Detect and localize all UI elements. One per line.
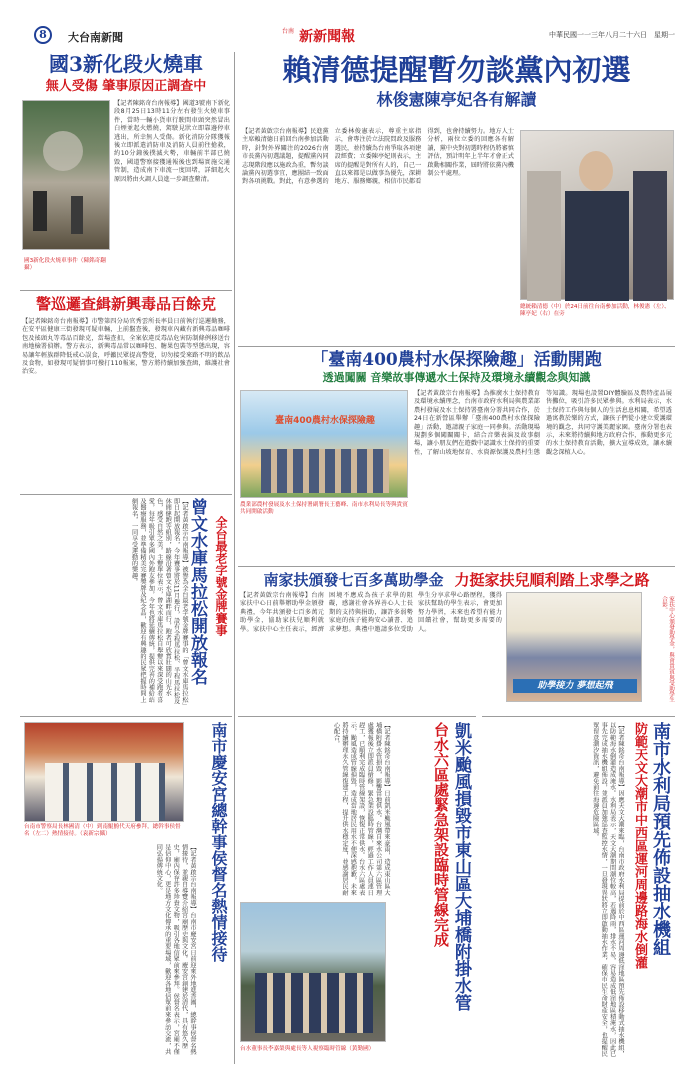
marathon-top-rule bbox=[20, 494, 232, 495]
section-name: 大台南新聞 bbox=[68, 31, 123, 44]
scholarship-headline-row bbox=[238, 569, 675, 590]
story-scholarship bbox=[238, 566, 675, 712]
logo-small: 台南 bbox=[282, 28, 295, 35]
story-lai-subhead: 林俊憲陳亭妃各有解讀 bbox=[376, 90, 537, 109]
story-lai bbox=[238, 52, 675, 342]
story-fire bbox=[20, 52, 232, 286]
water-banner: 臺南400農村水保探險趣 bbox=[275, 416, 375, 426]
story-kaemi-subhead: 台水六區處緊急架設臨時管線完成 bbox=[432, 722, 450, 947]
story-lai-headline: 賴清德提醒暫勿談黨內初選 bbox=[282, 53, 631, 87]
water-top-rule bbox=[238, 346, 675, 347]
masthead bbox=[0, 0, 695, 44]
story-temple-body: 【記者黃啟宗台南報導】台南市慶安宮日前迎來外地進香團，總幹事侯督名熱情接待，並親自導覽介紹宮廟歷史與文化。慶安宮創建於清代，具有悠久歷史，廟內保存許多珍貴文物，吸引各地信眾前來參拜。侯督名表示，宮廟不僅是信仰中心，更是地方文化傳承的重要場域，歡迎各地信眾前來參訪交流，共同弘揚傳統文化。 bbox=[155, 844, 196, 1055]
story-water-headline: 「臺南400農村水保探險趣」活動開跑 bbox=[311, 350, 602, 370]
temple-top-rule bbox=[20, 716, 232, 717]
story-drugs-body: 【記者陳銘奇台南報導】市警第四分局官秀雲所長率員日前執行巡邏勤務，在安平區健康三街發現可疑車輛，上前盤查後，發現車內藏有新興毒品咖啡包及搖頭丸等毒品百餘克，當場查扣，全案依違反毒品危害防制條例移送台南地檢署偵辦。警方表示，新興毒品常以咖啡包、糖果包裝等型態出現，容易讓年輕族群降低戒心誤食，呼籲民眾提高警覺，切勿接受來路不明的飲品及食物，如發現可疑情事可撥打110報案，警方將持續加強查緝，維護社會治安。 bbox=[22, 318, 230, 376]
story-temple bbox=[20, 716, 232, 1064]
story-pump bbox=[482, 716, 675, 1064]
story-kaemi-caption: 台水董事長李嘉榮與處長等人視察臨時管線（黃勤國） bbox=[240, 1046, 388, 1053]
scholarship-top-rule bbox=[238, 566, 675, 567]
logo-text: 新新聞報 bbox=[299, 29, 356, 44]
story-scholarship-headline: 南家扶頒發七百多萬助學金 bbox=[263, 571, 444, 589]
story-lai-photo-label: 總統賴清德（中）於24日前往台南參加活動，林俊憲（左）、陳亭妃（右）在旁 bbox=[520, 304, 674, 318]
newspaper-logo bbox=[282, 26, 355, 44]
story-drugs bbox=[20, 290, 232, 490]
story-water bbox=[238, 346, 675, 564]
story-temple-caption: 台南市警察局長林國清（中）到南鯤鯓代天府參拜，總幹事侯督名（左二）熱情接待。（袁新宗攝） bbox=[24, 824, 184, 838]
story-pump-body: 【記者陳銘奇台南報導】因應天文大潮來臨，台南市政府水利局提前於中西區運河周邊低窪地區預先佈設移動式抽水機組，以防範海水倒灌造成淹水。水利局表示，天文大潮期間潮位較高，若遇降雨，排水不易，容易造成低窪地區積淹水，因此已事先完成抽水機組佈設，並派員加強巡查監控水情，一旦發現異狀將立即啟動抽水作業，確保市民生命財產安全，也提醒民眾留意潮汐資訊，避免前往海邊危險區域。 bbox=[591, 722, 624, 1057]
story-scholarship-caption: 家扶中心頒發助學金，與會貴賓與受助學生合影。 bbox=[646, 596, 674, 706]
scholarship-photo bbox=[506, 592, 642, 702]
story-marathon-headline: 曾文水庫馬拉松開放報名 bbox=[187, 498, 207, 685]
story-fire-subhead: 無人受傷 肇事原因正調查中 bbox=[45, 79, 207, 94]
story-drugs-headline: 警巡邏查緝新興毒品百餘克 bbox=[35, 295, 216, 313]
story-kaemi-headline: 凱米颱風損毀市東山區大埔橋附掛水管 bbox=[451, 722, 471, 1011]
story-lai-body: 【記者黃啟宗台南報導】民進黨主席賴清德日前回台南參加活動時，針對外界關注的2026台南市長黨內初選議題，提醒黨內同志現階段應以施政為重，暫勿談論黨內初選事宜，應團結一致面對各項挑戰。對此，有意參選的立委林俊憲表示，尊重主席指示，會專注於立法院問政及服務選民，並持續為台南爭取各項建設經費；立委陳亭妃則表示，主席的提醒是對所有人的，自己一直以來都是以做事為優先，深耕地方、服務鄉親，相信市民都看得到，也會持續努力。地方人士分析，兩位立委的回應各有解讀，黨中央對初選時程仍將審慎評估，預計明年上半年才會正式啟動相關作業，屆時將依黨內機制公平處理。 bbox=[242, 128, 514, 186]
lai-photo bbox=[520, 130, 674, 300]
story-kaemi bbox=[238, 716, 476, 1064]
water-photo bbox=[240, 390, 408, 498]
kaemi-photo bbox=[240, 902, 386, 1042]
story-fire-caption: 國3新化段火燒車事件（陳銘奇翻攝） bbox=[24, 258, 110, 272]
story-scholarship-body: 【記者黃啟宗台南報導】台南家扶中心日前舉辦助學金頒發典禮，今年共頒發七百多萬元助學金，協助家扶兒順利就學。家扶中心主任表示，經濟困境不應成為孩子求學的阻礙，感謝社會各界善心人士長期的支持與捐助，讓許多弱勢家庭的孩子能夠安心讀書、追求夢想。典禮中邀請多位受助學生分享求學心路歷程，獲得家扶幫助的學生表示，會更加努力學習，未來也希望有能力回饋社會，幫助更多需要的人。 bbox=[240, 592, 502, 633]
column-divider bbox=[234, 52, 235, 1064]
story-water-caption: 農業部農村發展及水土保持署副署長王藝峰、南市水利局長等與貴賓共同開啟活動 bbox=[240, 502, 408, 515]
story-marathon bbox=[20, 494, 232, 712]
scholarship-banner: 助學接力 夢想起飛 bbox=[513, 679, 637, 693]
pump-top-rule bbox=[482, 716, 675, 717]
publication-date: 中華民國一一三年八月二十六日 星期一 bbox=[549, 31, 675, 39]
story-pump-subhead: 防範天文大潮市中西區運河周邊路海水倒灌 bbox=[632, 722, 647, 969]
story-marathon-body: 【記者黃啟宗台南報導】被譽為全台最老字號金牌賽事的「曾文水庫馬拉松」即日起開放報名，今年賽事將於11月舉行，設有全程馬拉松、半程馬拉松及休閒健跑等組別，路線沿著曾文水庫湖畔而行，跑者可欣賞壯闊的山光水色，感受自然之美。主辦單位表示，曾文水庫馬拉松自舉辦以來深受跑者喜愛，每年吸引眾多國內外跑友參加，今年也將延續傳統，提供完善的補給站及醫療服務，並準備精美完賽獎牌及紀念品，歡迎有興趣的民眾把握時間上網報名，一同享受運動的樂趣。 bbox=[130, 498, 188, 706]
drug-top-rule bbox=[20, 290, 232, 291]
page-number: 8 bbox=[34, 26, 52, 44]
story-marathon-subhead: 全台最老字號金牌賽事 bbox=[214, 516, 228, 636]
temple-photo bbox=[24, 722, 184, 822]
story-kaemi-body: 【記者陳銘奇台南報導】日前凱米颱風帶來豪雨，造成東山區大埔橋附掛水管損毀，影響當地供水。台灣自來水公司第六區管理處獲報後立即派員搶修，緊急架設臨時管線，經過工作人員連日趕工，已順利完成臨時管線架設，恢復正常供水。台水六區處表示，颱風造成管線損毀，造成當地居民用水不便深感抱歉，未來將持續辦理永久管線復建工程，提升供水穩定度，並感謝居民耐心配合。 bbox=[332, 722, 390, 896]
story-temple-headline: 南市慶安宮總幹事侯督名熱情接待 bbox=[209, 722, 228, 962]
story-fire-headline: 國3新化段火燒車 bbox=[49, 52, 203, 76]
kaemi-top-rule bbox=[238, 716, 476, 717]
story-pump-headline: 南市水利局預先佈設抽水機組 bbox=[650, 722, 671, 956]
story-water-subhead: 透過闖關 音樂故事傳遞水土保持及環境永續觀念與知識 bbox=[322, 371, 591, 384]
story-water-body: 【記者黃啟宗台南報導】為推廣水土保持教育及環境永續理念，台南市政府水利局與農業部農村發展及水土保持署臺南分署共同合作，於24日在新營區舉辦「臺南400農村水保探險趣」活動，邀請親子家庭一同參與。活動現場規劃多個闖關關卡，結合音樂表演及故事劇場，讓小朋友們在遊戲中認識水土保持的重要性，了解山坡地保育、水資源保護及農村生態等知識。現場也設置DIY體驗區及農特產品展售攤位，吸引許多民眾參與。水利局表示，水土保持工作與每個人的生活息息相關，希望透過寓教於樂的方式，讓孩子們從小建立愛護環境的觀念，共同守護美麗家園。臺南分署也表示，未來將持續與地方政府合作，推動更多元的水土保持教育活動，擴大宣導成效，讓永續觀念深植人心。 bbox=[414, 390, 672, 456]
story-scholarship-subhead: 力挺家扶兒順利踏上求學之路 bbox=[454, 571, 650, 589]
story-fire-body: 【記者陳銘奇台南報導】國道3號南下新化段8月25日13時11分左右發生火燒車事件，當時一輛小貨車行駛間車頭突然冒出白煙並起火燃燒，駕駛見狀立即靠邊停車逃出，所幸無人受傷。新化消防分隊獲報後立即派遣消防車及消防人員前往搶救，約10分鐘後撲滅火勢，車輛前半部已燒毀，國道警察接獲通報後也到場實施交通管制，造成南下車流一度回堵，詳細起火原因將由火調人員進一步調查釐清。 bbox=[114, 100, 230, 183]
fire-photo bbox=[22, 100, 110, 250]
